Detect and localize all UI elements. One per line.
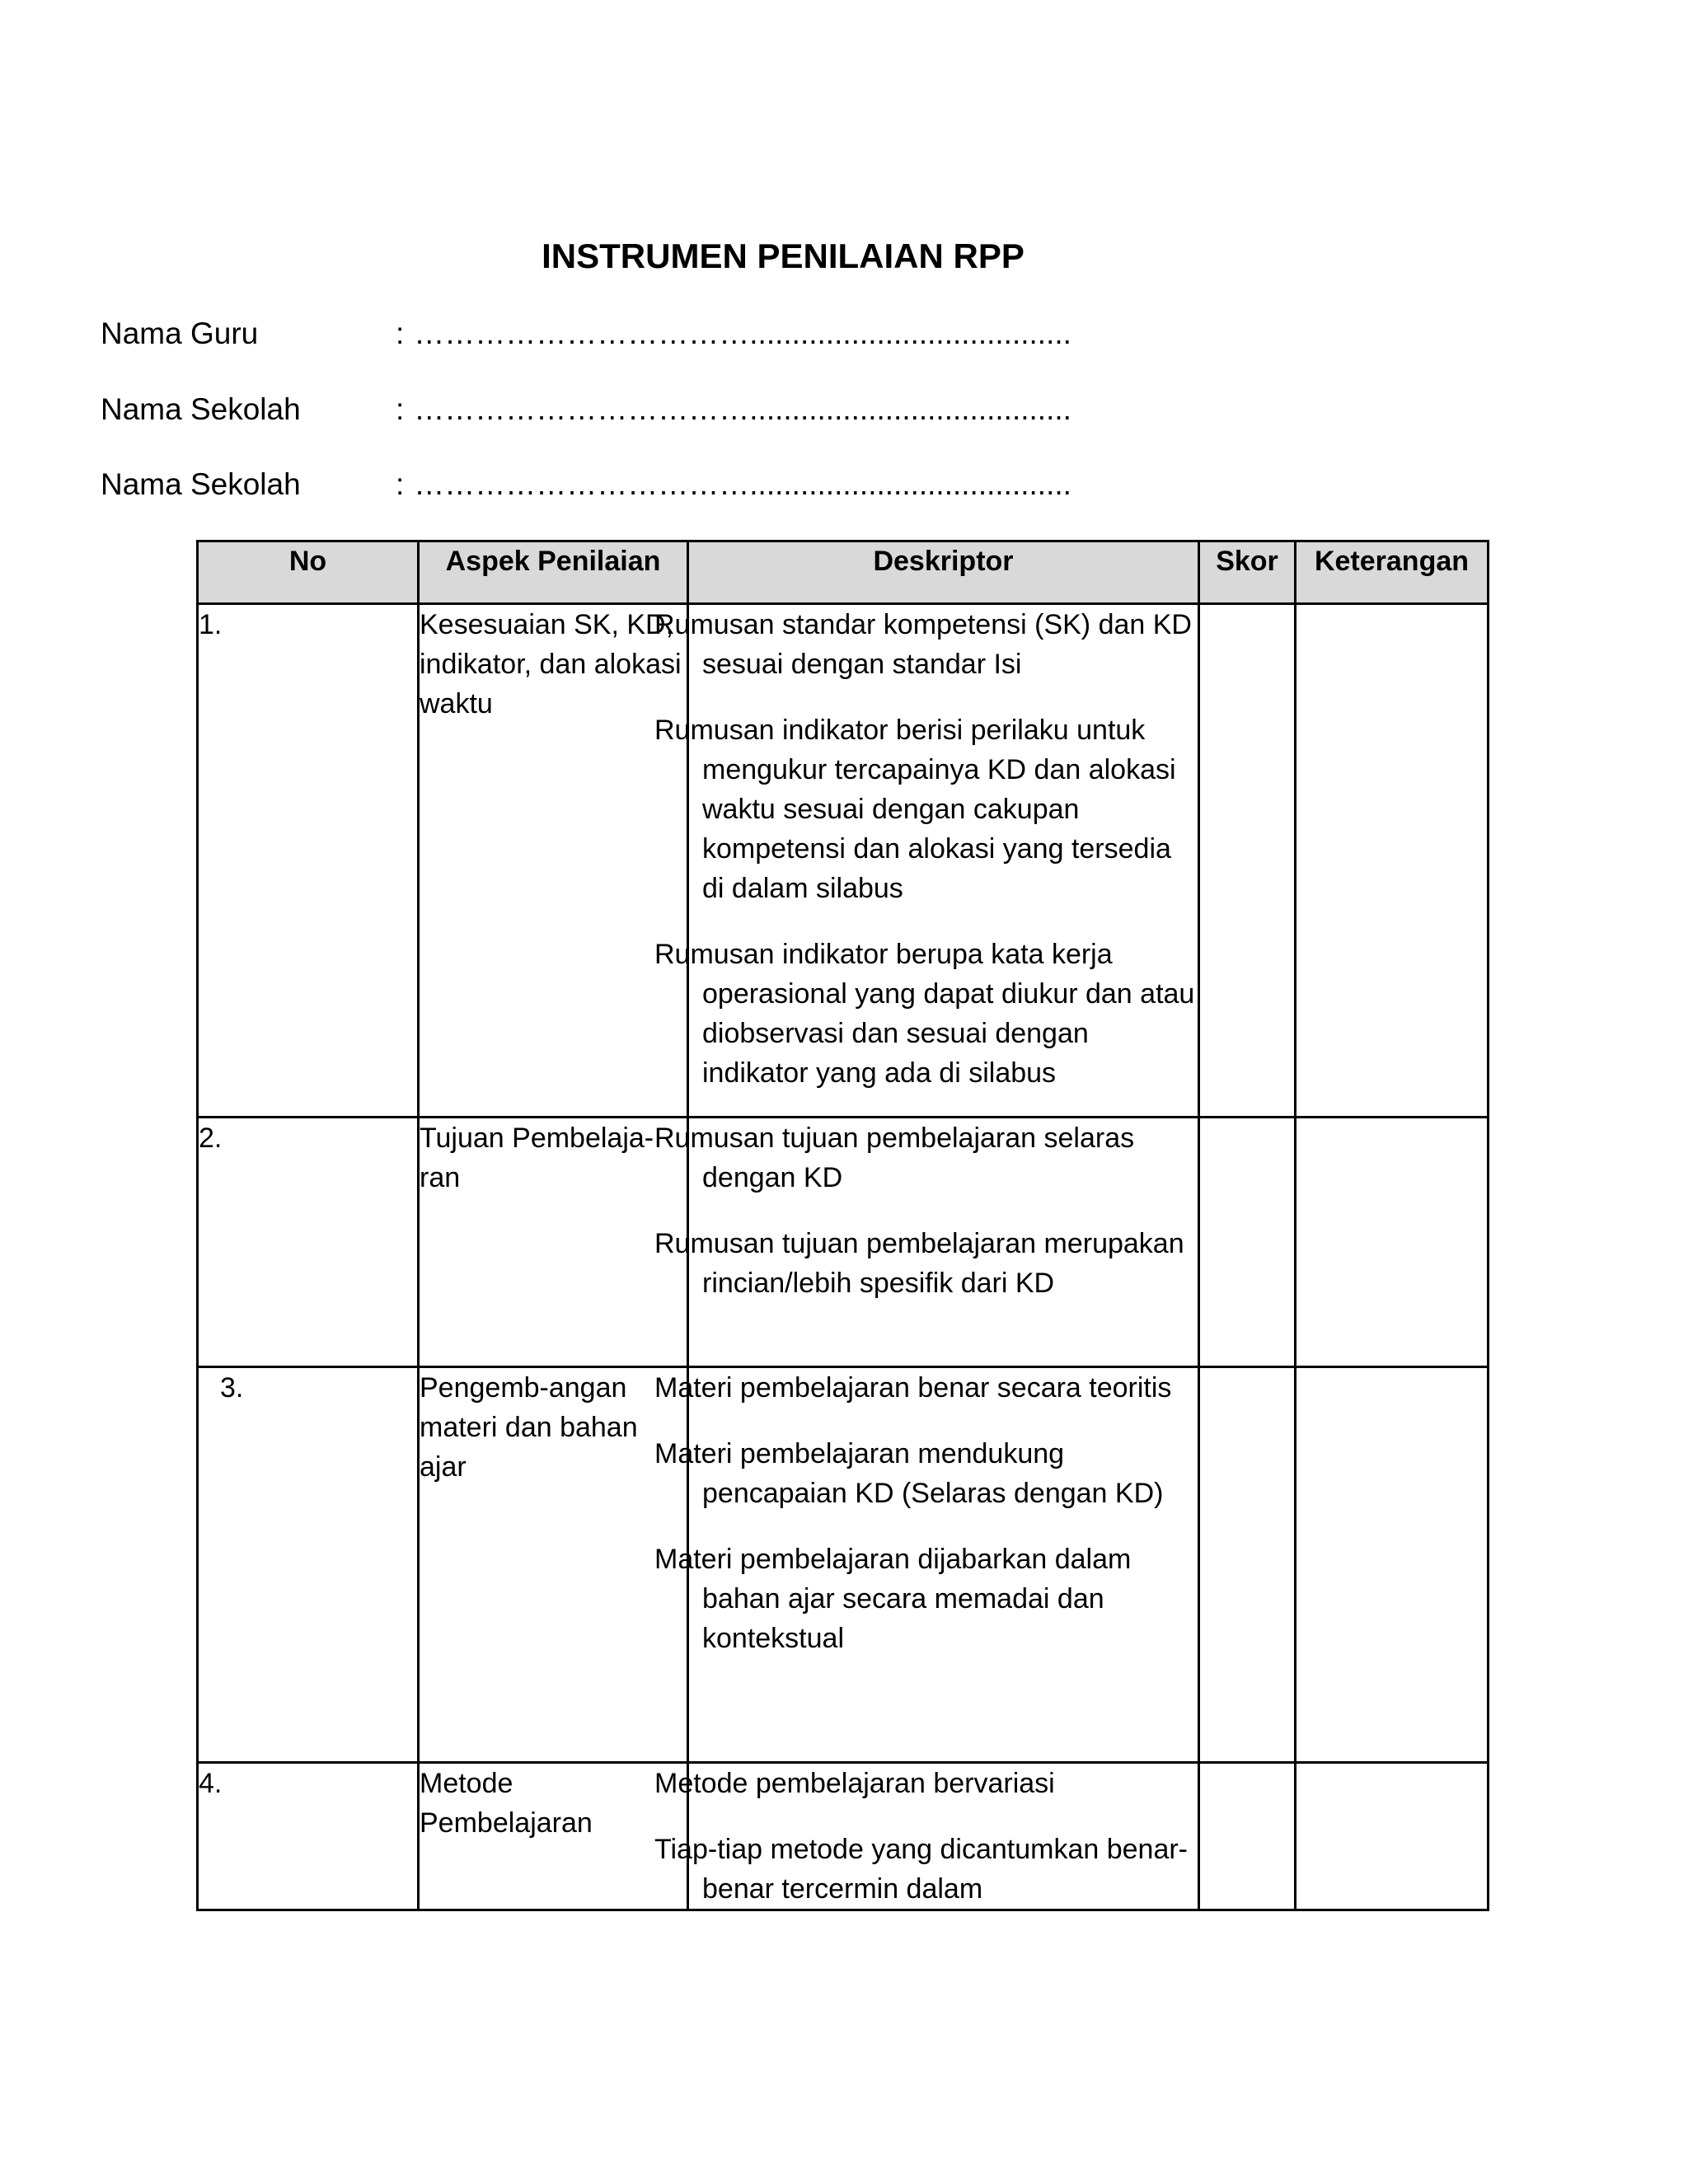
table-row <box>198 1763 1489 1910</box>
row-notes-cell[interactable] <box>1296 1118 1489 1367</box>
row-descriptors <box>654 1763 1199 1910</box>
field-label: Nama Sekolah <box>101 467 301 501</box>
descriptor-item: Rumusan tujuan pembelajaran selaras dengan KD <box>654 1122 1135 1193</box>
document-title: INSTRUMEN PENILAIAN RPP <box>542 237 1025 275</box>
row-aspect: Kesesuaian SK, KD, indikator, dan alokasi waktu <box>419 604 688 1118</box>
row-aspect: Pengemb-angan materi dan bahan ajar <box>419 1367 688 1763</box>
row-score-cell[interactable] <box>1199 1763 1296 1910</box>
descriptor-item: Materi pembelajaran mendukung pencapaian KD (Selaras dengan KD) <box>654 1438 1164 1509</box>
row-notes-cell[interactable] <box>1296 1763 1489 1910</box>
row-notes-cell[interactable] <box>1296 604 1489 1118</box>
table-row <box>198 604 1489 1118</box>
field-label: Nama Sekolah <box>101 392 301 426</box>
field-value-dots[interactable]: ……………………………...................................... <box>414 316 1071 350</box>
header-notes: Keterangan <box>1296 541 1489 604</box>
field-nama-guru <box>101 313 1071 354</box>
table-row <box>198 1118 1489 1367</box>
header-score: Skor <box>1199 541 1296 604</box>
descriptor-item: Metode pembelajaran bervariasi <box>654 1768 1055 1799</box>
descriptor-item: Materi pembelajaran benar secara teoritis <box>654 1372 1172 1404</box>
field-separator: : <box>396 467 405 501</box>
row-no: 2. <box>198 1118 419 1367</box>
field-nama-sekolah-2 <box>101 464 1071 505</box>
row-score-cell[interactable] <box>1199 1367 1296 1763</box>
field-value-dots[interactable]: ……………………………...................................... <box>414 467 1071 501</box>
row-notes-cell[interactable] <box>1296 1367 1489 1763</box>
row-aspect: Tujuan Pembelaja-ran <box>419 1118 688 1367</box>
table-header-row <box>198 541 1489 604</box>
descriptor-item: Rumusan indikator berupa kata kerja operasional yang dapat diukur dan atau diobservasi dan sesuai dengan indikator yang ada di silabus <box>654 939 1195 1089</box>
field-separator: : <box>396 392 405 426</box>
row-descriptors <box>654 1118 1199 1367</box>
field-label: Nama Guru <box>101 316 259 350</box>
descriptor-item: Rumusan standar kompetensi (SK) dan KD sesuai dengan standar Isi <box>654 609 1192 680</box>
assessment-table <box>196 540 1489 1911</box>
descriptor-item: Materi pembelajaran dijabarkan dalam bahan ajar secara memadai dan kontekstual <box>654 1544 1132 1654</box>
header-descriptor: Deskriptor <box>688 541 1199 604</box>
descriptor-item: Rumusan indikator berisi perilaku untuk mengukur tercapainya KD dan alokasi waktu sesuai dengan cakupan kompetensi dan alokasi yang tersedia di dalam silabus <box>654 715 1176 904</box>
field-separator: : <box>396 316 405 350</box>
row-score-cell[interactable] <box>1199 604 1296 1118</box>
header-aspect: Aspek Penilaian <box>419 541 688 604</box>
descriptor-item: Tiap-tiap metode yang dicantumkan benar-benar tercermin dalam <box>654 1834 1188 1905</box>
header-no: No <box>198 541 419 604</box>
row-aspect: Metode Pembelajaran <box>419 1763 688 1910</box>
row-descriptors <box>654 1367 1199 1763</box>
row-no: 3. <box>198 1367 419 1763</box>
row-no: 1. <box>198 604 419 1118</box>
descriptor-item: Rumusan tujuan pembelajaran merupakan rincian/lebih spesifik dari KD <box>654 1228 1184 1299</box>
row-no: 4. <box>198 1763 419 1910</box>
field-value-dots[interactable]: ……………………………...................................... <box>414 392 1071 426</box>
row-descriptors <box>654 604 1199 1118</box>
table-row <box>198 1367 1489 1763</box>
field-nama-sekolah <box>101 389 1071 430</box>
row-score-cell[interactable] <box>1199 1118 1296 1367</box>
